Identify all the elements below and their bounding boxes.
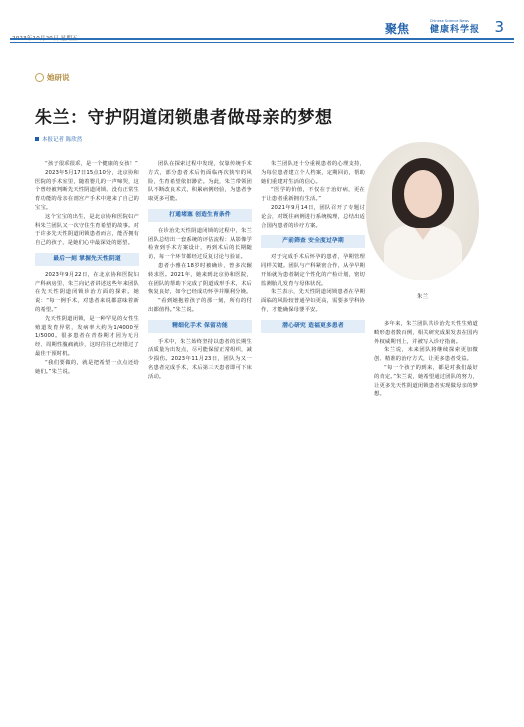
header-rule — [10, 38, 514, 40]
paragraph: 患者小雅在18岁时被确诊，曾多次辗转求医。2021年，她来到北京协和医院，在团队的帮助下完成了阴道成形手术，术后恢复良好，如今已经成功怀孕并顺利分娩。 — [148, 262, 252, 296]
paragraph: “我们要做的，就是把希望一点点还给她们。”朱兰说。 — [35, 359, 139, 375]
square-bullet-icon — [35, 137, 39, 141]
paragraph: 多年来，朱兰团队共诊治先天性生殖道畸形患者数百例，相关研究成果发表在国内外权威期刊上，并被写入诊疗指南。 — [374, 321, 478, 345]
photo-caption: 朱兰 — [416, 294, 428, 300]
paragraph: 朱兰说，未来团队将继续探索更加微创、精准的治疗方式，让更多患者受益。 — [374, 347, 478, 363]
paragraph: “每一个孩子的到来，都是对我们最好的肯定。”朱兰说，她希望通过团队的努力，让更多先天性阴道闭锁患者实现做母亲的梦想。 — [374, 364, 478, 398]
article-column-3 — [261, 160, 365, 338]
section-title: 聚焦 — [384, 22, 409, 36]
paragraph: 朱兰团队还十分重视患者的心理支持，为每位患者建立个人档案，定期回访，帮助她们重建对生活的信心。 — [261, 161, 365, 185]
headline: 朱兰：守护阴道闭锁患者做母亲的梦想 — [35, 108, 333, 128]
header-rule-thin — [10, 42, 514, 43]
paragraph: 团队在探索过程中发现，仅靠传统手术方式，部分患者术后仍面临再次狭窄的风险，生育希望依旧渺茫。为此，朱兰带领团队不断改良术式，积累病例经验，为患者争取更多可能。 — [148, 161, 252, 203]
subheading: 打通堵塞 创造生育条件 — [148, 209, 252, 222]
paragraph: “孩子很乖很乖，是一个健康的女孩！” — [45, 161, 138, 167]
paragraph: 这个宝宝的出生，是北京协和医院妇产科朱兰团队又一次守住生育希望的故事。对于许多先天性阴道闭锁患者而言，能否拥有自己的孩子，是她们心中最深处的愿望。 — [35, 213, 139, 247]
paragraph: 对于完成手术后怀孕的患者，孕期管理同样关键。团队与产科紧密合作，从孕早期开始就为患者制定个性化的产检计划，密切监测胎儿发育与母体状况。 — [261, 254, 365, 287]
article-column-4 — [374, 320, 478, 399]
portrait-photo — [366, 142, 479, 299]
page-header — [0, 0, 524, 46]
subheading: 最后一刻 掌握先天性阴道 — [35, 253, 139, 266]
paper-name: 健康科学报 — [429, 25, 480, 35]
portrait-face — [404, 170, 442, 218]
paragraph: 2021年9月14日，团队召开了专题讨论会，对既往病例进行系统梳理，总结出适合国内患者的诊疗方案。 — [261, 204, 365, 229]
paper-subtitle: Chinese Science News — [429, 19, 469, 23]
paragraph: 手术中，朱兰始终坚持以患者的长期生活质量为出发点，尽可能保留正常组织，减少损伤。2023年11月23日，团队为又一名患者完成手术，术后第三天患者即可下床活动。 — [148, 338, 252, 380]
paragraph: 2023年5月17日15点10分，北京协和医院的手术室里，随着婴儿的一声啼哭，这个曾经被判断先天性阴道闭锁、没有正常生育功能的母亲在剖宫产手术中迎来了自己的宝宝。 — [35, 169, 139, 211]
paragraph: 朱兰表示，先天性阴道闭锁患者在孕期面临的风险较普通孕妇更高，需要多学科协作，才能确保母婴平安。 — [261, 289, 365, 313]
subheading: 精细化手术 保留功能 — [148, 320, 252, 333]
flower-icon — [35, 73, 44, 82]
paragraph: 在诊治先天性阴道闭锁的过程中，朱兰团队总结出一套系统的评估流程：从影像学检查到手术方案设计，再到术后的长期随访，每一个环节都经过反复讨论与验证。 — [148, 227, 252, 261]
portrait-image — [366, 142, 479, 280]
subheading: 潜心研究 造福更多患者 — [261, 320, 365, 333]
paragraph: “医学的价值，不仅在于治好病，更在于让患者重新拥有生活。” — [261, 187, 365, 203]
paragraph: 先天性阴道闭锁，是一种罕见的女性生殖道发育异常，发病率大约为1/4000至1/5000。很多患者在青春期才因为无月经、周期性腹痛就诊，这时往往已经错过了最佳干预时机。 — [35, 315, 139, 357]
byline — [35, 135, 82, 143]
reporter-name: 本报记者 陈欣然 — [42, 137, 83, 143]
article-column-2 — [148, 160, 252, 382]
page-number: 3 — [494, 18, 504, 36]
article-column-1 — [35, 160, 139, 376]
paragraph: “看到她抱着孩子的那一刻，所有的付出都值得。”朱兰说。 — [148, 298, 252, 313]
subheading: 产前筛查 安全度过孕期 — [261, 235, 365, 248]
column-name: 她研说 — [47, 73, 70, 82]
column-tag — [35, 72, 70, 83]
paragraph: 2023年9月22日，在北京协和医院妇产科病房里，朱兰向记者讲述这些年来团队在先天性阴道闭锁诊治方面的探索。她说：“每一例手术，对患者来说都意味着新的希望。” — [35, 271, 139, 313]
